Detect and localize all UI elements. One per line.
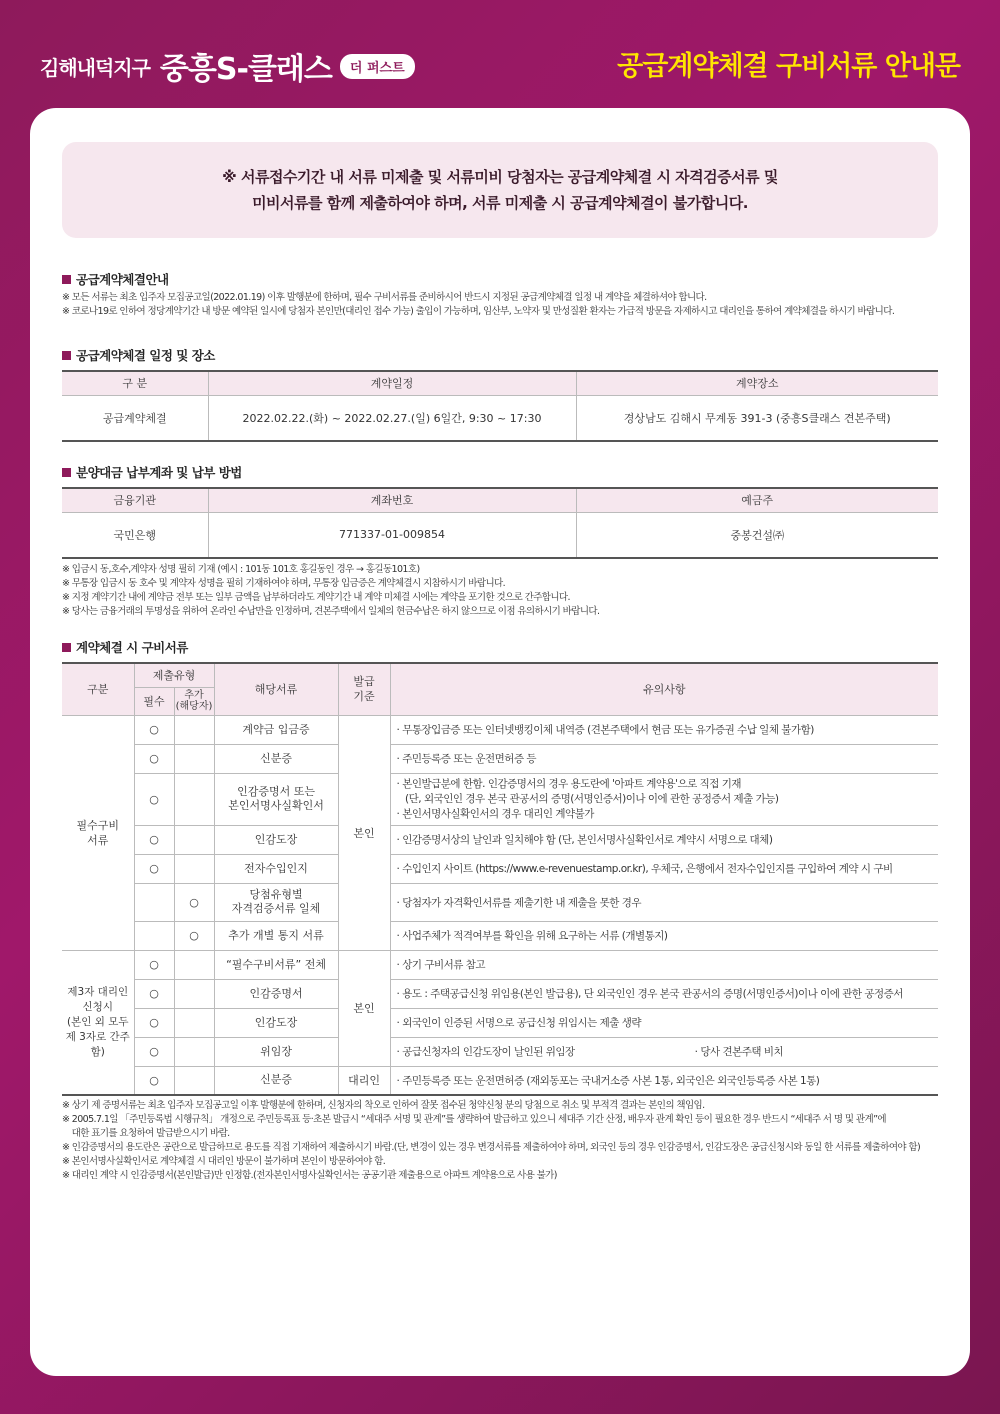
col-header: 계약일정 <box>208 371 576 395</box>
doc-note: · 외국인이 인증된 서명으로 공급신청 위임시는 제출 생략 <box>390 1008 938 1037</box>
table-cell: 2022.02.22.(화) ~ 2022.02.27.(일) 6일간, 9:30 ~ 17:30 <box>208 395 576 441</box>
group-line: 신청시 <box>82 1000 113 1013</box>
group-line: 제 3자로 간주함) <box>65 1030 130 1058</box>
table-row <box>62 1008 938 1037</box>
col-header: 해당서류 <box>214 663 338 715</box>
doc-name <box>214 773 338 825</box>
col-header: 제출유형 <box>134 663 214 687</box>
brand-district: 김해내덕지구 <box>40 55 150 80</box>
table-row <box>62 715 938 744</box>
extra-mark <box>174 1037 214 1066</box>
payment-section <box>62 463 938 619</box>
payment-note: ※ 당사는 금융거래의 투명성을 위하여 온라인 수납만을 인정하며, 견본주택에서 일체의 현금수납은 하지 않으므로 이점 유의하시기 바랍니다. <box>62 606 600 617</box>
table-cell: 경상남도 김해시 무계동 391-3 (중흥S클래스 견본주택) <box>576 395 938 441</box>
docs-table <box>62 662 938 1096</box>
col-header: 금융기관 <box>62 488 208 512</box>
table-cell: 국민은행 <box>62 512 208 558</box>
col-header: 계약장소 <box>576 371 938 395</box>
page-header <box>0 0 1000 115</box>
payment-note: ※ 무통장 입금시 동 호수 및 계약자 성명을 필히 기재하여야 하며, 무통장 입금증은 계약체결시 지참하시기 바랍니다. <box>62 578 506 589</box>
docs-note: ※ 2005.7.1일 「주민등록법 시행규칙」 개정으로 주민등록표 등·초본 발급시 “세대주 서명 및 관계”를 생략하여 발급하고 있으니 세대주 기간 산정, 배우자 관계 확인 등이 필요한 경우 반드시 “세대주 서 명 및 관계”에 <box>62 1114 886 1125</box>
group-line: (본인 외 모두 <box>67 1015 129 1028</box>
group-label <box>62 950 134 1095</box>
col-header: 필수 <box>134 687 174 715</box>
doc-name <box>214 883 338 921</box>
docs-note: ※ 본인서명사실확인서로 계약체결 시 대리인 방문이 불가하며 본인이 방문하여야 함. <box>62 1156 386 1167</box>
payment-note: ※ 입금시 동,호수,계약자 성명 필히 기재 (예시 : 101동 101호 홍길동인 경우 → 홍길동101호) <box>62 564 420 575</box>
header-line: 발급 <box>353 675 375 689</box>
extra-mark <box>174 979 214 1008</box>
content-card <box>30 108 970 1376</box>
brand-name: 중흥S-클래스 <box>159 52 332 87</box>
doc-note: · 주민등록증 또는 운전면허증 (재외동포는 국내거소증 사본 1통, 외국인은 외국인등록증 사본 1통) <box>390 1066 938 1095</box>
col-header <box>174 687 214 715</box>
payment-table <box>62 487 938 559</box>
table-row <box>62 773 938 825</box>
docs-note: ※ 대리인 계약 시 인감증명서(본인발급)만 인정함.(전자본인서명사실확인서는 공공기관 제출용으로 아파트 계약용으로 사용 불가) <box>62 1170 557 1181</box>
col-header: 구 분 <box>62 371 208 395</box>
required-mark: ○ <box>134 950 174 979</box>
doc-name: 위임장 <box>214 1037 338 1066</box>
guide-heading: 공급계약체결안내 <box>62 270 938 288</box>
payment-heading: 분양대금 납부계좌 및 납부 방법 <box>62 463 938 481</box>
required-mark: ○ <box>134 825 174 854</box>
doc-name: 전자수입인지 <box>214 854 338 883</box>
required-mark: ○ <box>134 1037 174 1066</box>
doc-name: 인감증명서 <box>214 979 338 1008</box>
group-label <box>62 715 134 950</box>
required-mark: ○ <box>134 773 174 825</box>
header-line: (해당자) <box>175 701 213 712</box>
notice-line-1: ※ 서류접수기간 내 서류 미제출 및 서류미비 당첨자는 공급계약체결 시 자격검증서류 및 <box>222 168 778 186</box>
brand-logo <box>40 44 415 88</box>
required-mark <box>134 883 174 921</box>
issue-basis: 본인 <box>338 715 390 950</box>
extra-mark <box>174 950 214 979</box>
table-row <box>62 921 938 950</box>
doc-note: · 상기 구비서류 참고 <box>390 950 938 979</box>
doc-name: 계약금 입금증 <box>214 715 338 744</box>
doc-note: · 인감증명서상의 날인과 일치해야 함 (단, 본인서명사실확인서로 계약시 서명으로 대체) <box>390 825 938 854</box>
table-row <box>62 950 938 979</box>
extra-mark <box>174 744 214 773</box>
doc-note: · 용도 : 주택공급신청 위임용(본인 발급용), 단 외국인인 경우 본국 관공서의 증명(서명인증서)이나 이에 관한 공정증서 <box>390 979 938 1008</box>
doc-note: · 수입인지 사이트 (https://www.e-revenuestamp.or.kr), 우체국, 은행에서 전자수입인지를 구입하여 계약 시 구비 <box>390 854 938 883</box>
extra-mark: ○ <box>174 883 214 921</box>
table-row <box>62 1066 938 1095</box>
doc-name-line: 당첨유형별 <box>249 888 303 901</box>
docs-note: 대한 표기를 요청하여 발급받으시기 바람. <box>62 1128 230 1139</box>
doc-note: · 당첨자가 자격확인서류를 제출기한 내 제출을 못한 경우 <box>390 883 938 921</box>
extra-mark <box>174 715 214 744</box>
doc-note <box>390 773 938 825</box>
doc-name: 인감도장 <box>214 1008 338 1037</box>
docs-note: ※ 인감증명서의 용도란은 공란으로 발급하므로 용도를 직접 기재하여 제출하시기 바람.(단, 변경이 있는 경우 변경서류를 제출하여야 하며, 외국인 등의 경우 인감증명서, 인감도장은 공급신청시와 동일 한 서류를 제출하여야 함) <box>62 1142 921 1153</box>
extra-mark: ○ <box>174 921 214 950</box>
guide-section <box>62 270 938 319</box>
table-row <box>62 854 938 883</box>
payment-note: ※ 지정 계약기간 내에 계약금 전부 또는 일부 금액을 납부하더라도 계약기간 내 계약 미체결 시에는 계약을 포기한 것으로 간주합니다. <box>62 592 570 603</box>
table-row <box>62 825 938 854</box>
required-mark: ○ <box>134 979 174 1008</box>
doc-note: · 사업주체가 적격여부를 확인을 위해 요구하는 서류 (개별통지) <box>390 921 938 950</box>
doc-name: “필수구비서류” 전체 <box>214 950 338 979</box>
table-row <box>62 883 938 921</box>
doc-name-line: 인감증명서 또는 <box>237 785 315 798</box>
extra-mark <box>174 773 214 825</box>
extra-mark <box>174 1066 214 1095</box>
page-title: 공급계약체결 구비서류 안내문 <box>617 51 960 82</box>
table-cell: 공급계약체결 <box>62 395 208 441</box>
table-row <box>62 1037 938 1066</box>
doc-name-line: 자격검증서류 일체 <box>231 902 321 915</box>
issue-basis: 본인 <box>338 950 390 1066</box>
required-mark: ○ <box>134 715 174 744</box>
required-mark: ○ <box>134 1066 174 1095</box>
col-header: 예금주 <box>576 488 938 512</box>
doc-name: 인감도장 <box>214 825 338 854</box>
docs-section <box>62 638 938 1183</box>
header-line: 추가 <box>184 690 204 701</box>
col-header: 구분 <box>62 663 134 715</box>
doc-name: 추가 개별 통지 서류 <box>214 921 338 950</box>
schedule-heading: 공급계약체결 일정 및 장소 <box>62 346 938 364</box>
brand-badge: 더 퍼스트 <box>340 54 415 79</box>
doc-note-text: · 당사 견본주택 비치 <box>694 1046 784 1058</box>
table-row <box>62 979 938 1008</box>
docs-heading: 계약체결 시 구비서류 <box>62 638 938 656</box>
group-line: 제3자 대리인 <box>67 985 129 998</box>
doc-name: 신분증 <box>214 1066 338 1095</box>
guide-note: ※ 모든 서류는 최초 입주자 모집공고일(2022.01.19) 이후 발행분에 한하며, 필수 구비서류를 준비하시어 반드시 지정된 공급계약체결 일정 내 계약을 체결하셔야 합니다. <box>62 292 707 303</box>
required-mark <box>134 921 174 950</box>
col-header <box>338 663 390 715</box>
extra-mark <box>174 825 214 854</box>
extra-mark <box>174 1008 214 1037</box>
doc-note-line: · 본인서명사실확인서의 경우 대리인 계약불가 <box>396 807 594 820</box>
guide-note: ※ 코로나19로 인하여 정당계약기간 내 방문 예약된 일시에 당첨자 본인만(대리인 접수 가능) 출입이 가능하며, 임산부, 노약자 및 만성질환 환자는 가급적 방문을 자제하시고 대리인을 통하여 계약체결을 하시기 바랍니다. <box>62 306 895 317</box>
extra-mark <box>174 854 214 883</box>
doc-note-line: (단, 외국인인 경우 본국 관공서의 증명(서명인증서)이나 이에 관한 공정증서 제출 가능) <box>396 792 779 805</box>
issue-basis: 대리인 <box>338 1066 390 1095</box>
required-mark: ○ <box>134 1008 174 1037</box>
col-header: 유의사항 <box>390 663 938 715</box>
header-line: 기준 <box>353 690 375 704</box>
doc-note: · 주민등록증 또는 운전면허증 등 <box>390 744 938 773</box>
doc-note-line: · 본인발급분에 한함. 인감증명서의 경우 용도란에 '아파트 계약용'으로 직접 기재 <box>396 777 742 790</box>
doc-name: 신분증 <box>214 744 338 773</box>
doc-note: · 무통장입금증 또는 인터넷뱅킹이체 내역증 (견본주택에서 현금 또는 유가증권 수납 일체 불가함) <box>390 715 938 744</box>
schedule-section <box>62 346 938 442</box>
table-cell: 중봉건설㈜ <box>576 512 938 558</box>
doc-note <box>390 1037 938 1066</box>
required-mark: ○ <box>134 744 174 773</box>
notice-line-2: 미비서류를 함께 제출하여야 하며, 서류 미제출 시 공급계약체결이 불가합니다. <box>252 194 748 212</box>
required-mark: ○ <box>134 854 174 883</box>
doc-name-line: 본인서명사실확인서 <box>228 799 324 812</box>
group-line: 필수구비 <box>76 818 119 832</box>
docs-note: ※ 상기 제 증명서류는 최초 입주자 모집공고일 이후 발행분에 한하며, 신청자의 착오로 인하여 잘못 접수된 청약신청 분의 당첨으로 취소 및 부적격 결과는 본인의 책임임. <box>62 1100 705 1111</box>
doc-note-text: · 공급신청자의 인감도장이 날인된 위임장 <box>396 1046 575 1058</box>
group-line: 서류 <box>87 833 109 847</box>
warning-notice <box>62 142 938 238</box>
schedule-table <box>62 370 938 442</box>
table-row <box>62 744 938 773</box>
table-cell: 771337-01-009854 <box>208 512 576 558</box>
col-header: 계좌번호 <box>208 488 576 512</box>
